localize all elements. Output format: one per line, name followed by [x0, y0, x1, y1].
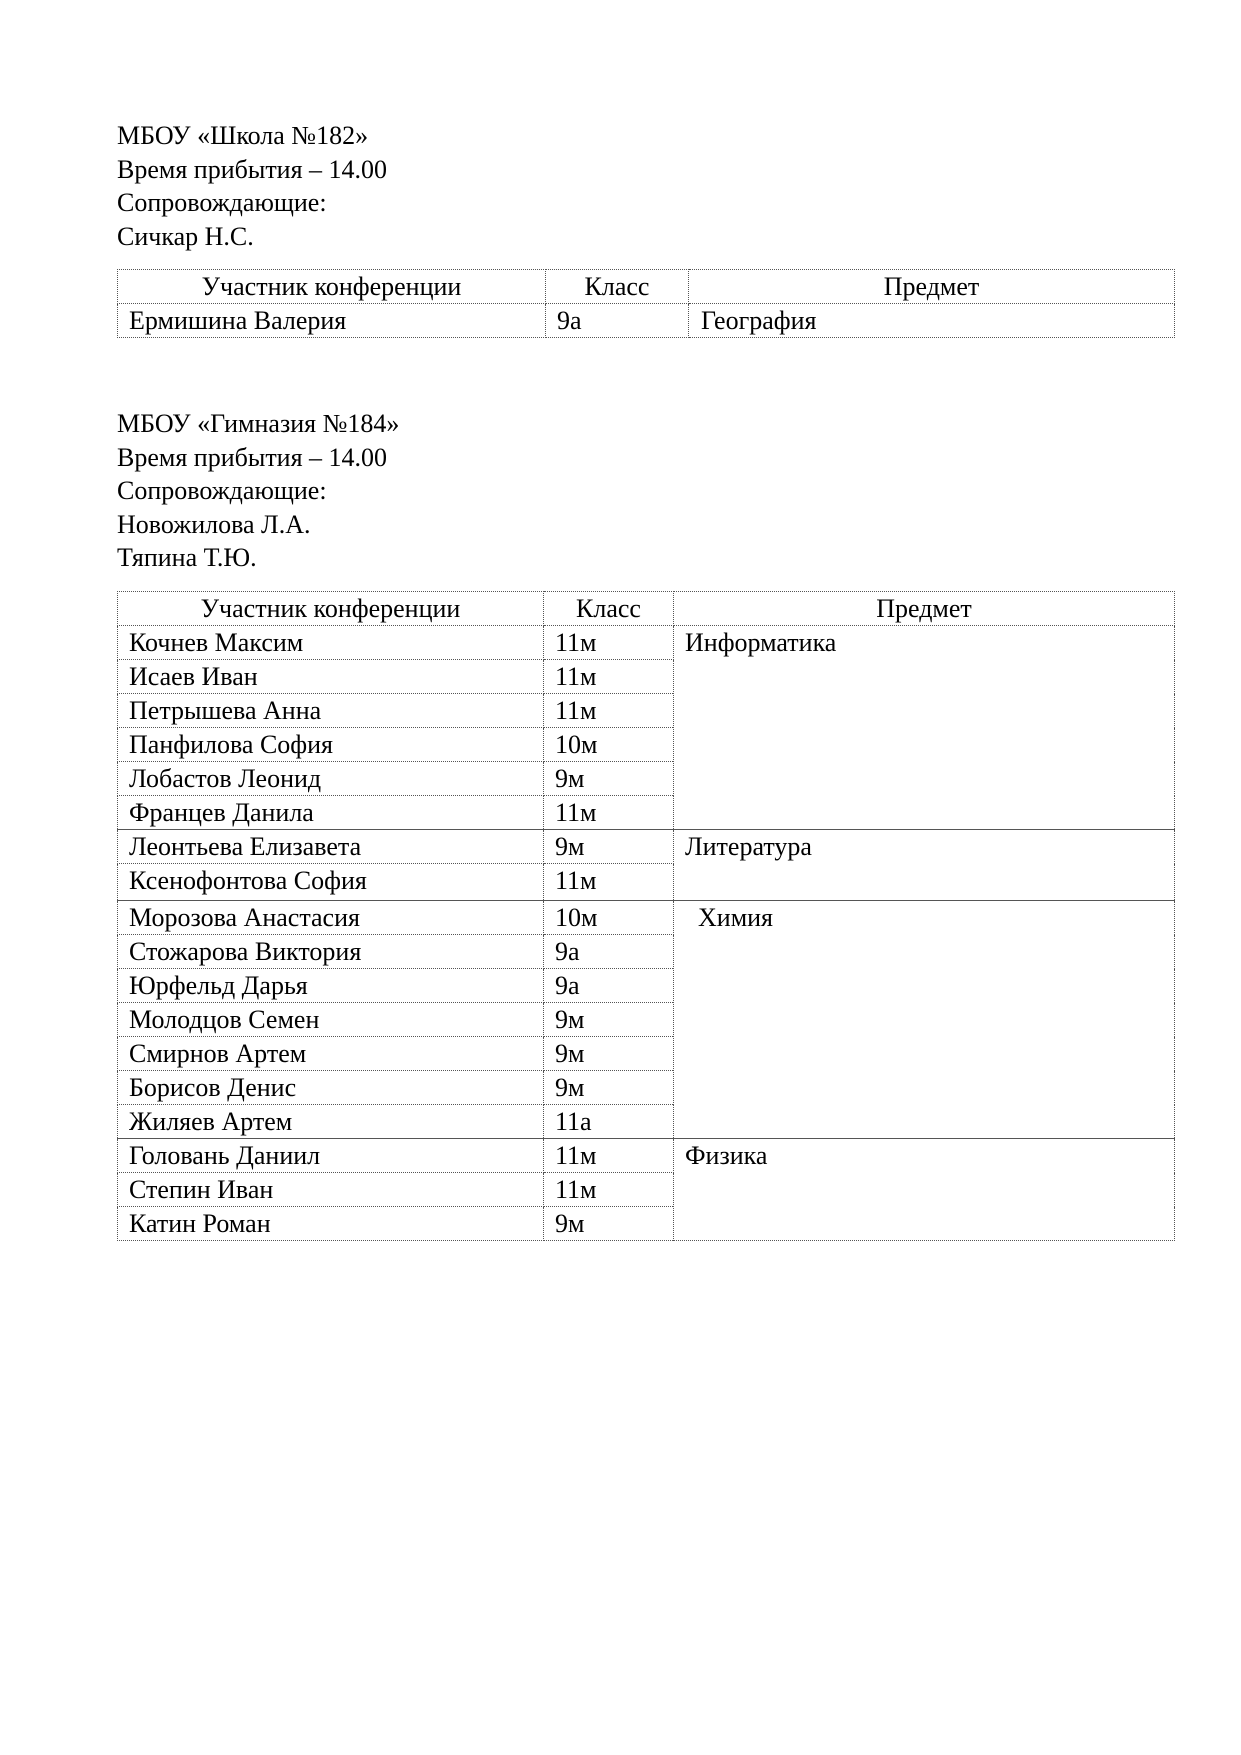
participant-name: Степин Иван	[118, 1173, 544, 1207]
table-row	[118, 1139, 1175, 1173]
table-row	[118, 304, 1175, 338]
school1-name: МБОУ «Школа №182»	[117, 121, 369, 150]
subject-literature: Литература	[674, 830, 1175, 901]
participant-name: Ксенофонтова София	[118, 864, 544, 901]
participant-grade: 11м	[544, 694, 674, 728]
school2-escort-2: Тяпина Т.Ю.	[117, 543, 257, 572]
participant-grade: 11м	[544, 626, 674, 660]
subject-informatics: Информатика	[674, 626, 1175, 830]
participant-name: Лобастов Леонид	[118, 762, 544, 796]
table-row	[118, 901, 1175, 935]
participant-name: Исаев Иван	[118, 660, 544, 694]
participant-grade: 9м	[544, 1037, 674, 1071]
participant-grade: 9м	[544, 762, 674, 796]
participant-grade: 9м	[544, 1207, 674, 1241]
participant-grade: 9м	[544, 1071, 674, 1105]
school1-header	[117, 119, 387, 253]
participant-name: Панфилова София	[118, 728, 544, 762]
participant-grade: 11м	[544, 1139, 674, 1173]
table-header-row	[118, 270, 1175, 304]
participant-name: Смирнов Артем	[118, 1037, 544, 1071]
participant-grade: 11а	[544, 1105, 674, 1139]
participant-name: Леонтьева Елизавета	[118, 830, 544, 864]
school1-escort: Сичкар Н.С.	[117, 221, 254, 251]
participant-name: Юрфельд Дарья	[118, 969, 544, 1003]
school1-escorts-label: Сопровождающие:	[117, 188, 327, 217]
school2-escort-1: Новожилова Л.А.	[117, 509, 311, 539]
subject-chemistry: Химия	[674, 901, 1175, 1139]
participant-name: Морозова Анастасия	[118, 901, 544, 935]
participant-name: Кочнев Максим	[118, 626, 544, 660]
school2-arrival: Время прибытия – 14.00	[117, 442, 388, 472]
participant-grade: 11м	[544, 864, 674, 901]
participant-grade: 11м	[544, 1173, 674, 1207]
participant-name: Жиляев Артем	[118, 1105, 544, 1139]
participant-subject: География	[689, 304, 1175, 338]
participant-grade: 10м	[544, 728, 674, 762]
participant-name: Стожарова Виктория	[118, 935, 544, 969]
participant-grade: 9м	[544, 1003, 674, 1037]
school2-table	[117, 591, 1175, 1241]
subject-physics: Физика	[674, 1139, 1175, 1241]
header-participant: Участник конференции	[118, 592, 544, 626]
participant-name: Головань Даниил	[118, 1139, 544, 1173]
header-participant: Участник конференции	[118, 270, 546, 304]
participant-name: Ермишина Валерия	[118, 304, 546, 338]
participant-grade: 9а	[546, 304, 689, 338]
participant-grade: 11м	[544, 660, 674, 694]
participant-name: Катин Роман	[118, 1207, 544, 1241]
participant-grade: 9а	[544, 969, 674, 1003]
school2-header	[117, 407, 399, 575]
header-subject: Предмет	[674, 592, 1175, 626]
table-row	[118, 830, 1175, 864]
participant-grade: 9а	[544, 935, 674, 969]
participant-name: Петрышева Анна	[118, 694, 544, 728]
participant-name: Францев Данила	[118, 796, 544, 830]
participant-name: Молодцов Семен	[118, 1003, 544, 1037]
participant-grade: 11м	[544, 796, 674, 830]
header-grade: Класс	[544, 592, 674, 626]
participant-grade: 10м	[544, 901, 674, 935]
table-header-row	[118, 592, 1175, 626]
table-row	[118, 626, 1175, 660]
header-subject: Предмет	[689, 270, 1175, 304]
school2-escorts-label: Сопровождающие:	[117, 476, 327, 505]
school1-table	[117, 269, 1175, 338]
school2-name: МБОУ «Гимназия №184»	[117, 409, 400, 438]
school1-arrival: Время прибытия – 14.00	[117, 154, 388, 184]
participant-grade: 9м	[544, 830, 674, 864]
participant-name: Борисов Денис	[118, 1071, 544, 1105]
header-grade: Класс	[546, 270, 689, 304]
